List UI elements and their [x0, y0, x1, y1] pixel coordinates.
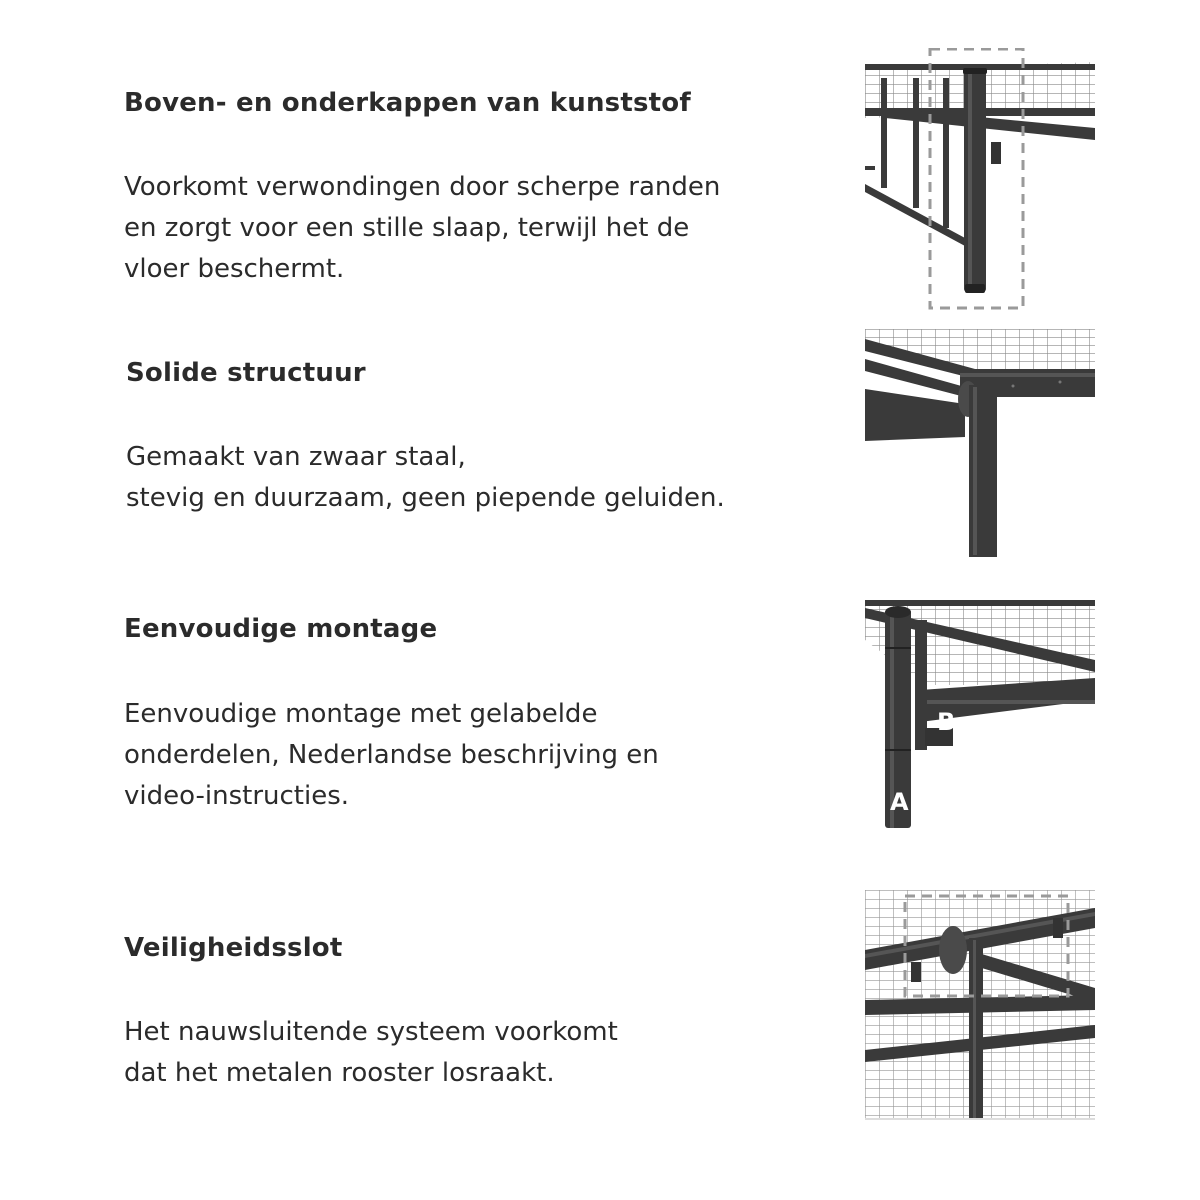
feature-title: Boven- en onderkappen van kunststof [124, 88, 691, 118]
assembly-parts-photo [865, 600, 1095, 828]
feature-description: Gemaakt van zwaar staal, stevig en duurzaam, geen piepende geluiden. [126, 442, 725, 513]
part-label-b: B [937, 708, 956, 736]
steel-frame-corner-photo [865, 329, 1095, 557]
safety-lock-photo [865, 890, 1095, 1120]
feature-description: Eenvoudige montage met gelabelde onderdelen, Nederlandse beschrijving en video-instructies. [124, 699, 659, 811]
feature-title: Veiligheidsslot [124, 933, 343, 963]
feature-description: Het nauwsluitende systeem voorkomt dat het metalen rooster losraakt. [124, 1017, 618, 1088]
bed-leg-cap-photo [865, 48, 1095, 313]
feature-title: Eenvoudige montage [124, 614, 438, 644]
feature-description: Voorkomt verwondingen door scherpe randen en zorgt voor een stille slaap, terwijl het de vloer beschermt. [124, 172, 721, 284]
part-label-a: A [890, 788, 909, 816]
feature-title: Solide structuur [126, 358, 366, 388]
